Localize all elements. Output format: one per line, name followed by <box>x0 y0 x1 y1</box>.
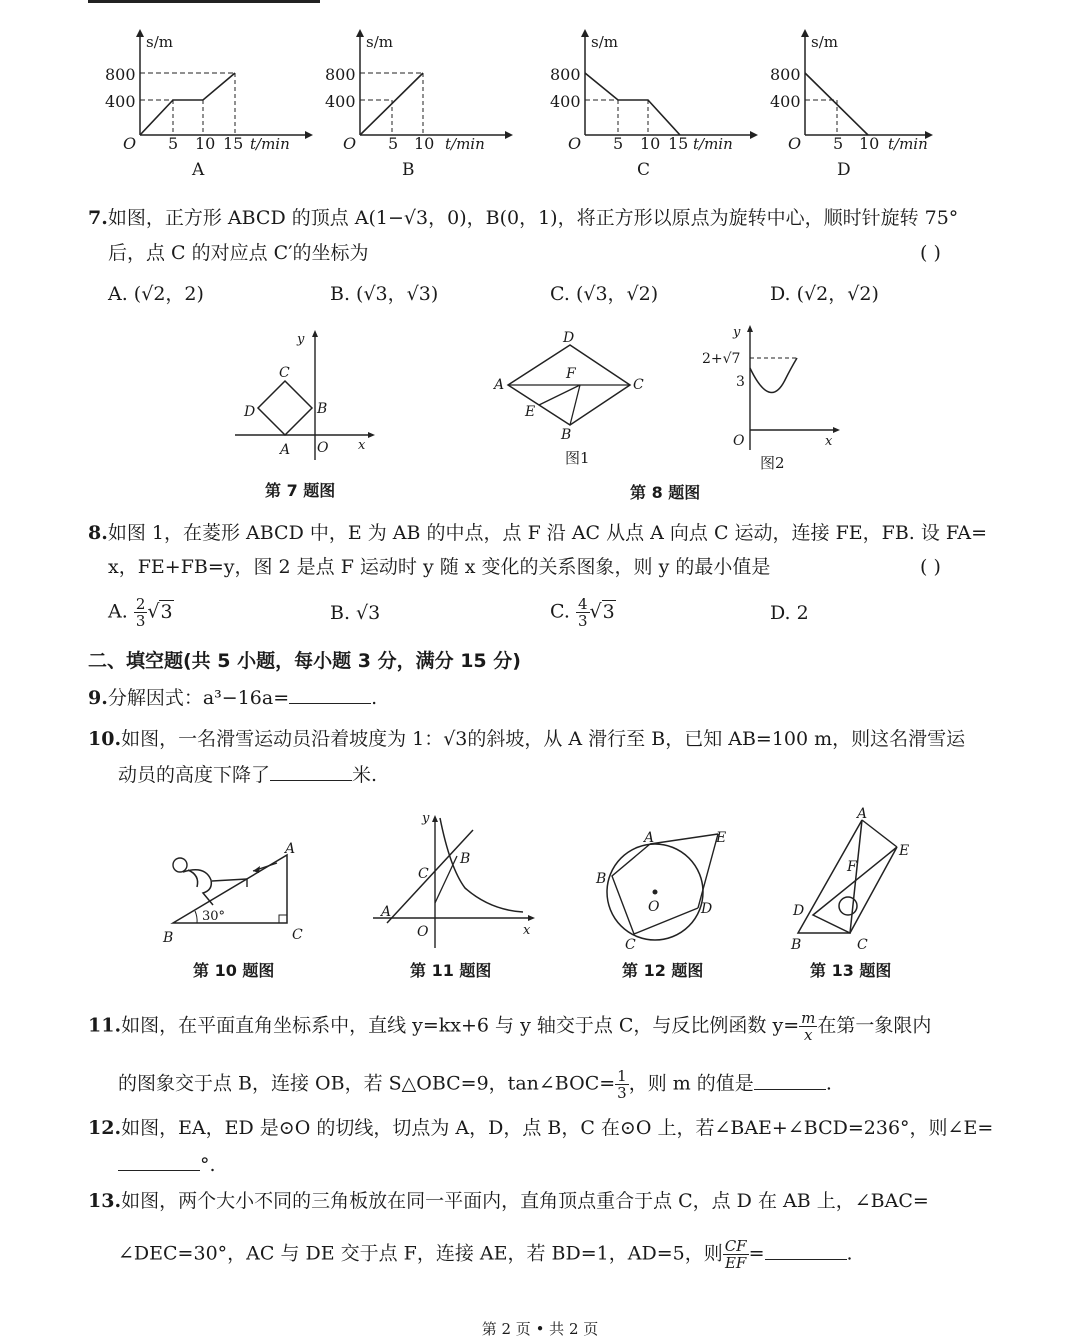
graph-b-tick-800: 800 <box>325 65 356 84</box>
q10-text2a: 动员的高度下降了 <box>118 764 271 786</box>
graph-a-xtick-10: 10 <box>195 134 216 153</box>
q11-frac-d: x <box>804 1026 813 1044</box>
fig11-a: A <box>381 904 392 920</box>
graph-a-tick-400: 400 <box>105 92 136 111</box>
fig8-fig2-caption: 图2 <box>760 454 785 472</box>
figure-8-1 <box>490 330 650 470</box>
q10-line2 <box>118 760 377 788</box>
fig13-f: F <box>847 859 857 875</box>
q8-a-den: 3 <box>135 612 146 630</box>
graph-a-origin: O <box>123 134 137 153</box>
q12-answer-blank[interactable] <box>118 1150 200 1171</box>
q7-paren: ( ) <box>920 242 941 264</box>
graph-d-xtick-5: 5 <box>833 134 844 153</box>
q11-line1 <box>88 1010 931 1043</box>
q11-text1a: 如图，在平面直角坐标系中，直线 y=kx+6 与 y 轴交于点 C，与反比例函数 y= <box>121 1014 800 1037</box>
q11-line2 <box>118 1068 832 1101</box>
graph-d-xlabel: t/min <box>888 135 928 153</box>
distance-time-graphs <box>90 25 950 185</box>
graph-b-tick-400: 400 <box>325 92 356 111</box>
q7-line2: 后，点 C 的对应点 C′的坐标为 <box>108 242 369 264</box>
q7-option-c[interactable]: C. (√3，√2) <box>550 283 659 305</box>
q13-text1: 如图，两个大小不同的三角板放在同一平面内，直角顶点重合于点 C，点 D 在 AB 上，∠BAC= <box>121 1190 929 1212</box>
fig11-x: x <box>523 923 531 938</box>
graph-d-tick-400: 400 <box>770 92 801 111</box>
graph-c-tick-800: 800 <box>550 65 581 84</box>
q10-text2b: 米. <box>352 764 378 786</box>
q8-text1: 如图 1，在菱形 ABCD 中，E 为 AB 的中点，点 F 沿 AC 从点 A 向点 C 运动，连接 FE，FB. 设 FA= <box>107 522 988 544</box>
q13-text2b: = <box>748 1242 765 1265</box>
figure-7 <box>230 325 380 465</box>
q11-frac-n: m <box>801 1009 816 1027</box>
q8-line1 <box>88 520 987 546</box>
fig7-b: B <box>317 401 328 417</box>
q10-text1: 如图，一名滑雪运动员沿着坡度为 1：√3的斜坡，从 A 滑行至 B，已知 AB=100 m，则这名滑雪运 <box>121 728 966 750</box>
q13-text2a: ∠DEC=30°，AC 与 DE 交于点 F，连接 AE，若 BD=1，AD=5，则 <box>118 1242 723 1265</box>
figure-11 <box>365 808 545 953</box>
q13-line1 <box>88 1188 929 1214</box>
fig12-e: E <box>716 830 727 846</box>
q13-number: 13. <box>88 1190 122 1212</box>
fig13-a: A <box>857 806 868 822</box>
graph-a-tick-800: 800 <box>105 65 136 84</box>
fig10-angle: 30° <box>202 909 226 924</box>
q12-line1 <box>88 1115 993 1141</box>
graph-b-xtick-5: 5 <box>388 134 399 153</box>
graph-c-xlabel: t/min <box>693 135 733 153</box>
graph-a-xtick-15: 15 <box>223 134 244 153</box>
fig12-b: B <box>596 871 607 887</box>
fig7-o: O <box>317 440 329 456</box>
fig8-2-y: y <box>733 325 741 340</box>
fig12-d: D <box>701 901 713 917</box>
q11-fraction-mx <box>799 1010 817 1043</box>
q11-tan-d: 3 <box>617 1084 627 1102</box>
q11-number: 11. <box>88 1014 122 1037</box>
graph-d-xtick-10: 10 <box>859 134 880 153</box>
q7-line1 <box>88 205 958 231</box>
q10-number: 10. <box>88 728 122 750</box>
q9-text: 分解因式：a³−16a= <box>107 687 290 709</box>
q9-line <box>88 683 377 711</box>
q7-text1: 如图，正方形 ABCD 的顶点 A(1−√3，0)，B(0，1)，将正方形以原点为旋转中心，顺时针旋转 75° <box>107 207 959 229</box>
fig7-a: A <box>280 442 291 458</box>
q8-a-prefix: A. <box>108 600 128 623</box>
figure-13 <box>785 805 925 955</box>
fig11-o: O <box>417 924 429 940</box>
fig8-2-min: 3 <box>736 374 745 390</box>
fig13-e: E <box>899 843 910 859</box>
section-2-title: 二、填空题(共 5 小题，每小题 3 分，满分 15 分) <box>88 650 521 672</box>
fig7-d: D <box>244 404 256 420</box>
fig8-e: E <box>525 404 536 420</box>
graph-b-xtick-10: 10 <box>414 134 435 153</box>
q13-fraction <box>723 1238 749 1271</box>
q12-line2 <box>118 1150 216 1178</box>
graph-a-ylabel: s/m <box>146 33 173 51</box>
figure-10 <box>155 835 325 955</box>
q8-line2: x，FE+FB=y，图 2 是点 F 运动时 y 随 x 变化的关系图象，则 y 的最小值是 <box>108 556 771 578</box>
q11-answer-blank[interactable] <box>754 1069 826 1090</box>
graph-d-tick-800: 800 <box>770 65 801 84</box>
top-rule <box>88 0 320 3</box>
graph-b-origin: O <box>343 134 357 153</box>
graph-c-tick-400: 400 <box>550 92 581 111</box>
graph-d-origin: O <box>788 134 802 153</box>
graph-d-label: D <box>837 160 851 180</box>
q8-c-prefix: C. <box>550 600 570 623</box>
fig8-caption: 第 8 题图 <box>630 483 701 502</box>
graph-a-xlabel: t/min <box>250 135 290 153</box>
q11-text1b: 在第一象限内 <box>817 1014 932 1037</box>
fig12-c: C <box>625 937 636 952</box>
graph-d-ylabel: s/m <box>811 33 838 51</box>
q8-a-num: 2 <box>135 595 146 613</box>
fig10-a: A <box>285 841 296 857</box>
q7-number: 7. <box>88 207 108 229</box>
figure-8-2 <box>695 320 845 480</box>
q8-option-a[interactable]: A. $\frac{2}{3}$ √3 <box>108 595 173 630</box>
fig8-fig1-caption: 图1 <box>565 449 590 467</box>
q7-option-b[interactable]: B. (√3，√3) <box>330 283 439 305</box>
graph-a-xtick-5: 5 <box>168 134 179 153</box>
q8-c-fraction <box>576 596 590 629</box>
q11-end: . <box>825 1072 832 1095</box>
graph-d <box>770 29 933 180</box>
q8-c-den: 3 <box>577 612 588 630</box>
q8-c-num: 4 <box>577 595 588 613</box>
fig13-d: D <box>793 903 805 919</box>
q8-option-c[interactable]: C. $\frac{4}{3}$ √3 <box>550 595 615 630</box>
fig10-caption: 第 10 题图 <box>193 961 275 980</box>
fig8-c: C <box>633 377 644 393</box>
q12-number: 12. <box>88 1117 122 1139</box>
fig8-2-x: x <box>825 434 833 449</box>
graph-c-ylabel: s/m <box>591 33 618 51</box>
fig10-c: C <box>292 927 303 943</box>
q11-fraction-tan <box>615 1068 629 1101</box>
q7-option-d[interactable]: D. (√2，√2) <box>770 283 879 305</box>
fig13-b: B <box>791 937 802 953</box>
graph-c-origin: O <box>568 134 582 153</box>
q9-end: . <box>371 687 378 709</box>
q13-answer-blank[interactable] <box>765 1239 847 1260</box>
q8-paren: ( ) <box>920 556 941 578</box>
graph-b <box>325 29 513 180</box>
fig8-a: A <box>494 377 505 393</box>
q11-text2b: ，则 m 的值是 <box>628 1072 754 1095</box>
fig8-b: B <box>561 427 572 443</box>
fig7-y: y <box>297 332 305 347</box>
q10-answer-blank[interactable] <box>270 760 352 781</box>
fig11-y: y <box>422 811 430 826</box>
q12-text1: 如图，EA，ED 是⊙O 的切线，切点为 A，D，点 B，C 在⊙O 上，若∠BAE+∠BCD=236°，则∠E= <box>121 1117 994 1139</box>
fig12-a: A <box>644 830 655 846</box>
fig8-d: D <box>563 330 575 346</box>
fig7-c: C <box>279 365 290 381</box>
fig13-c: C <box>857 937 868 953</box>
graph-a <box>105 29 313 180</box>
q13-line2 <box>118 1238 853 1271</box>
q11-tan-n: 1 <box>617 1067 627 1085</box>
q8-option-d[interactable]: D. 2 <box>770 602 809 624</box>
fig10-b: B <box>163 930 174 946</box>
graph-c <box>550 29 758 180</box>
graph-c-label: C <box>637 160 651 180</box>
q9-answer-blank[interactable] <box>289 683 371 704</box>
q13-frac-d: EF <box>724 1254 747 1272</box>
graph-b-xlabel: t/min <box>445 135 485 153</box>
q8-number: 8. <box>88 522 108 544</box>
fig12-o: O <box>648 899 660 915</box>
graph-a-label: A <box>192 160 205 180</box>
q12-end: °. <box>200 1154 216 1176</box>
q11-text2a: 的图象交于点 B，连接 OB，若 S△OBC=9，tan∠BOC= <box>118 1072 616 1095</box>
fig8-f: F <box>566 366 576 382</box>
fig13-caption: 第 13 题图 <box>810 961 892 980</box>
graph-c-xtick-15: 15 <box>668 134 689 153</box>
q8-option-b[interactable]: B. √3 <box>330 602 381 624</box>
fig8-2-top: 2+√7 <box>702 351 741 367</box>
q8-a-root: 3 <box>160 600 173 623</box>
fig11-b: B <box>460 851 471 867</box>
q8-c-root: 3 <box>602 600 615 623</box>
q7-option-a[interactable]: A. (√2，2) <box>108 283 204 305</box>
fig11-caption: 第 11 题图 <box>410 961 492 980</box>
q9-number: 9. <box>88 687 108 709</box>
figure-12 <box>590 822 740 952</box>
fig12-caption: 第 12 题图 <box>622 961 704 980</box>
graph-b-ylabel: s/m <box>366 33 393 51</box>
fig7-x: x <box>358 438 366 453</box>
graph-c-xtick-5: 5 <box>613 134 624 153</box>
fig8-2-o: O <box>733 433 745 449</box>
q13-end: . <box>846 1242 853 1265</box>
page-footer: 第 2 页 • 共 2 页 <box>481 1320 599 1338</box>
graph-c-xtick-10: 10 <box>640 134 661 153</box>
q8-a-fraction <box>134 596 148 629</box>
q13-frac-n: CF <box>724 1237 747 1255</box>
q10-line1 <box>88 726 965 752</box>
fig7-caption: 第 7 题图 <box>265 481 336 500</box>
fig11-c: C <box>418 866 429 882</box>
graph-b-label: B <box>402 160 415 180</box>
